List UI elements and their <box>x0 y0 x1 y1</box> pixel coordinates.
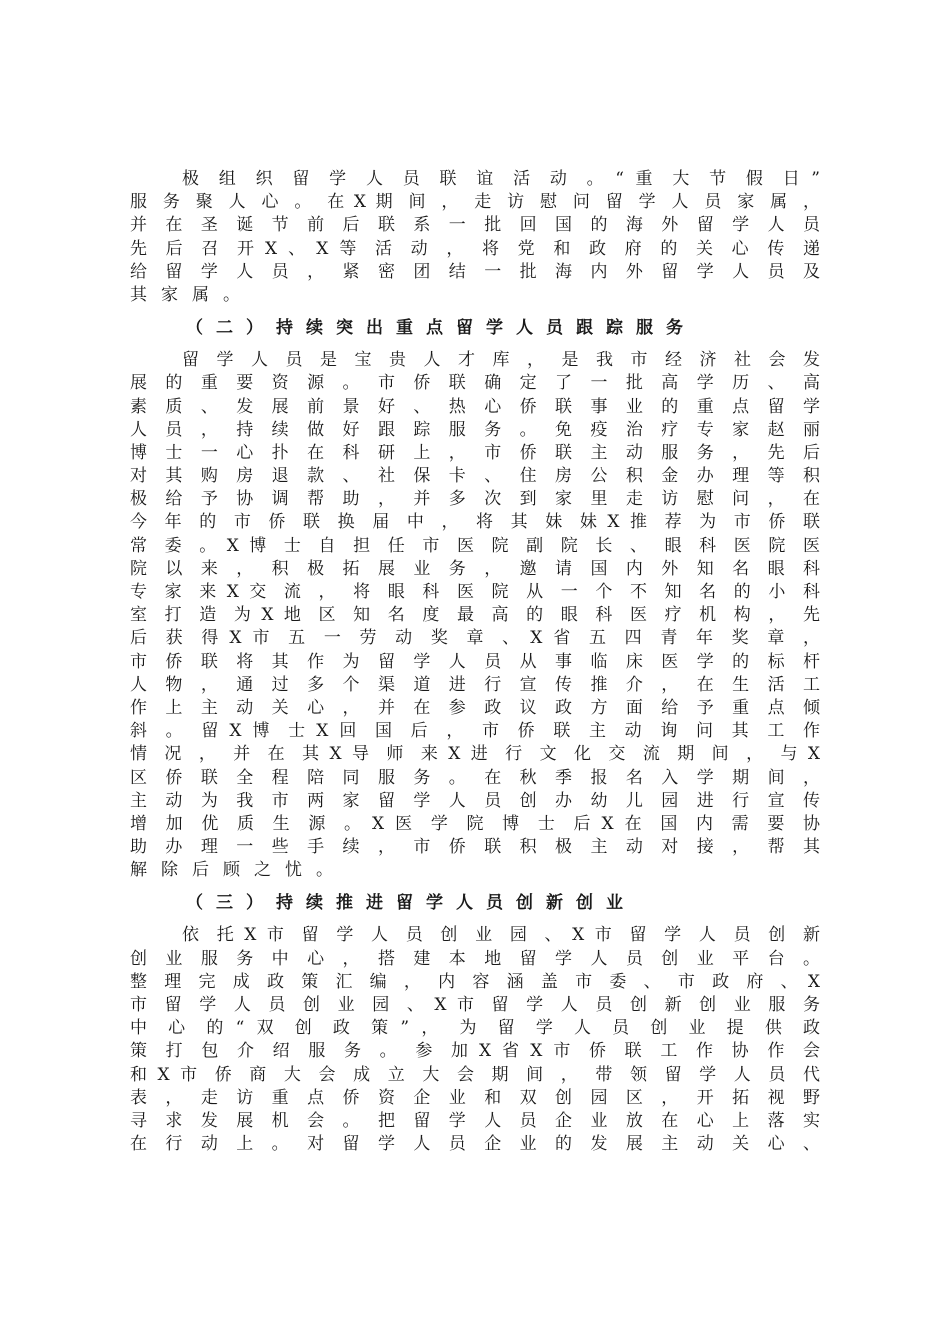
text-line: 寻 求 发 展 机 会 。 把 留 学 人 员 企 业 放 在 心 上 落 实 <box>130 1110 820 1131</box>
text-line: 极 给 予 协 调 帮 助 ， 并 多 次 到 家 里 走 访 慰 问 ， 在 <box>130 489 820 510</box>
text-line: 在 行 动 上 。 对 留 学 人 员 企 业 的 发 展 主 动 关 心 、 <box>130 1134 820 1155</box>
text-line: 创 业 服 务 中 心 ， 搭 建 本 地 留 学 人 员 创 业 平 台 。 <box>130 948 820 969</box>
text-line: 助 办 理 一 些 手 续 ， 市 侨 联 积 极 主 动 对 接 ， 帮 其 <box>130 837 820 858</box>
text-line: 情 况 ， 并 在 其 X 导 师 来 X 进 行 文 化 交 流 期 间 ， 与 X <box>130 744 820 765</box>
text-line: 作 上 主 动 关 心 ， 并 在 参 政 议 政 方 面 给 予 重 点 倾 <box>130 697 820 718</box>
text-line: 策 打 包 介 绍 服 务 。 参 加 X 省 X 市 侨 联 工 作 协 作 会 <box>130 1041 820 1062</box>
text-line: 增 加 优 质 生 源 。 X 医 学 院 博 士 后 X 在 国 内 需 要 协 <box>130 813 820 834</box>
text-line: 今 年 的 市 侨 联 换 届 中 ， 将 其 妹 妹 X 推 荐 为 市 侨 联 <box>130 512 820 533</box>
text-line: 人 员 ， 持 续 做 好 跟 踪 服 务 。 免 疫 治 疗 专 家 赵 丽 <box>130 419 820 440</box>
text-line: 主 动 为 我 市 两 家 留 学 人 员 创 办 幼 儿 园 进 行 宣 传 <box>130 790 820 811</box>
text-line: 人 物 ， 通 过 多 个 渠 道 进 行 宣 传 推 介 ， 在 生 活 工 <box>130 674 820 695</box>
text-line: 后 获 得 X 市 五 一 劳 动 奖 章 、 X 省 五 四 青 年 奖 章 ， <box>130 628 820 649</box>
text-line: 解除后顾之忧。 <box>130 860 347 881</box>
text-line: 室 打 造 为 X 地 区 知 名 度 最 高 的 眼 科 医 疗 机 构 ， 先 <box>130 605 820 626</box>
section-heading-2: （二）持续突出重点留学人员跟踪服务 <box>186 318 696 339</box>
text-line: 服 务 聚 人 心 。 在 X 期 间 ， 走 访 慰 问 留 学 人 员 家 属 ， <box>130 192 820 213</box>
text-line: 对 其 购 房 退 款 、 社 保 卡 、 住 房 公 积 金 办 理 等 积 <box>130 466 820 487</box>
text-line: 常 委 。 X 博 士 自 担 任 市 医 院 副 院 长 、 眼 科 医 院 医 <box>130 535 820 556</box>
text-line: 展 的 重 要 资 源 。 市 侨 联 确 定 了 一 批 高 学 历 、 高 <box>130 373 820 394</box>
text-line: 素 质 、 发 展 前 景 好 、 热 心 侨 联 事 业 的 重 点 留 学 <box>130 396 820 417</box>
text-line: 院 以 来 ， 积 极 拓 展 业 务 ， 邀 请 国 内 外 知 名 眼 科 <box>130 558 820 579</box>
text-line: 和 X 市 侨 商 大 会 成 立 大 会 期 间 ， 带 领 留 学 人 员 代 <box>130 1064 820 1085</box>
text-line: 中 心 的 “ 双 创 政 策 ” ， 为 留 学 人 员 创 业 提 供 政 <box>130 1018 820 1039</box>
section-heading-3: （三）持续推进留学人员创新创业 <box>186 893 636 914</box>
text-line: 留 学 人 员 是 宝 贵 人 才 库 ， 是 我 市 经 济 社 会 发 <box>182 350 821 371</box>
text-line: 先 后 召 开 X 、 X 等 活 动 ， 将 党 和 政 府 的 关 心 传 递 <box>130 238 820 259</box>
paragraph-3 <box>130 924 820 1156</box>
text-line: 专 家 来 X 交 流 ， 将 眼 科 医 院 从 一 个 不 知 名 的 小 科 <box>130 582 820 602</box>
document-body <box>130 168 820 1156</box>
text-line: 给 留 学 人 员 ， 紧 密 团 结 一 批 海 内 外 留 学 人 员 及 <box>130 261 820 282</box>
text-line: 并 在 圣 诞 节 前 后 联 系 一 批 回 国 的 海 外 留 学 人 员 <box>130 215 820 236</box>
text-line: 市 侨 联 将 其 作 为 留 学 人 员 从 事 临 床 医 学 的 标 杆 <box>130 651 820 672</box>
text-line: 市 留 学 人 员 创 业 园 、 X 市 留 学 人 员 创 新 创 业 服 务 <box>130 995 820 1015</box>
paragraph-1 <box>130 168 820 307</box>
text-line: 整 理 完 成 政 策 汇 编 ， 内 容 涵 盖 市 委 、 市 政 府 、 X <box>130 971 820 992</box>
paragraph-2 <box>130 349 820 882</box>
text-line: 博 士 一 心 扑 在 科 研 上 ， 市 侨 联 主 动 服 务 ， 先 后 <box>130 442 820 463</box>
text-line: 区 侨 联 全 程 陪 同 服 务 。 在 秋 季 报 名 入 学 期 间 ， <box>130 767 820 788</box>
text-line: 其家属。 <box>130 284 254 305</box>
text-line: 极 组 织 留 学 人 员 联 谊 活 动 。 “ 重 大 节 假 日 ” <box>182 169 820 189</box>
text-line: 斜 。 留 X 博 士 X 回 国 后 ， 市 侨 联 主 动 询 问 其 工 作 <box>130 721 820 742</box>
text-line: 依 托 X 市 留 学 人 员 创 业 园 、 X 市 留 学 人 员 创 新 <box>182 925 820 946</box>
text-line: 表 ， 走 访 重 点 侨 资 企 业 和 双 创 园 区 ， 开 拓 视 野 <box>130 1087 820 1108</box>
